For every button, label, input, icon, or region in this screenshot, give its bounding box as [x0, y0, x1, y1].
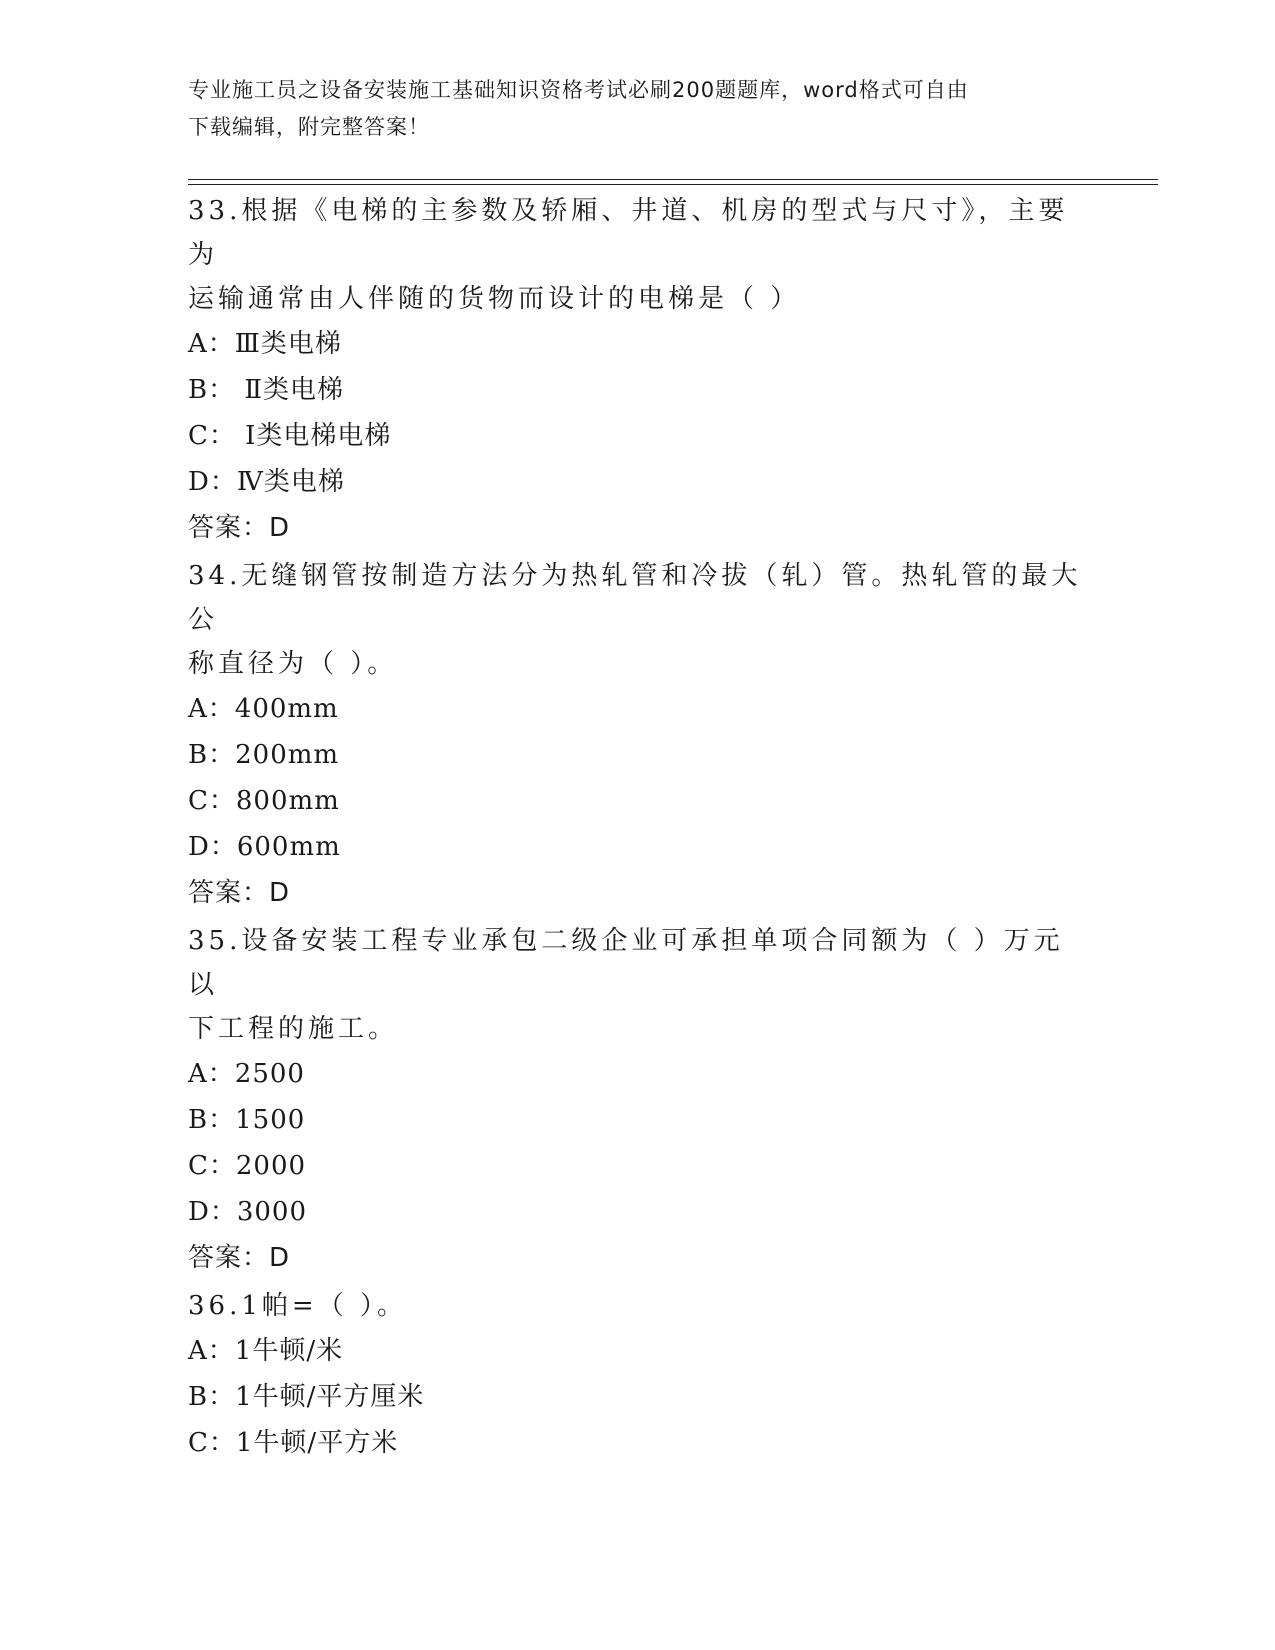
option-b: B：1牛顿/平方厘米: [188, 1382, 425, 1412]
question-text-line-2: 下工程的施工。: [188, 1014, 399, 1044]
option-a: A：Ⅲ类电梯: [188, 329, 342, 359]
option-a: A：400mm: [188, 694, 339, 724]
option-a: A：2500: [188, 1059, 305, 1089]
question-text-line-1: 36.1帕=（ ）。: [188, 1291, 407, 1321]
option-c: C：2000: [188, 1151, 307, 1181]
question-text-line-1: 35.设备安装工程专业承包二级企业可承担单项合同额为（ ）万元以: [188, 926, 1064, 1000]
header-divider-top: [188, 179, 1158, 180]
question-block-36: [188, 1284, 1088, 1466]
option-d: D：600mm: [188, 832, 341, 862]
option-c: C：1牛顿/平方米: [188, 1428, 399, 1458]
option-c: C：800mm: [188, 786, 340, 816]
question-block-33: [188, 189, 1088, 551]
question-text-line-2: 称直径为（ ）。: [188, 649, 398, 679]
intro-line-1: 专业施工员之设备安装施工基础知识资格考试必刷200题题库，word格式可自由: [188, 78, 969, 102]
option-c: C： Ⅰ类电梯电梯: [188, 421, 392, 451]
option-d: D：Ⅳ类电梯: [188, 467, 345, 497]
option-a: A：1牛顿/米: [188, 1336, 344, 1366]
answer-text: 答案：D: [188, 1243, 291, 1273]
question-text-line-1: 33.根据《电梯的主参数及轿厢、井道、机房的型式与尺寸》，主要为: [188, 196, 1069, 270]
option-b: B：200mm: [188, 740, 340, 770]
question-text-line-1: 34.无缝钢管按制造方法分为热轧管和冷拔（轧）管。热轧管的最大公: [188, 561, 1082, 635]
option-b: B：1500: [188, 1105, 306, 1135]
document-header: [188, 72, 1088, 146]
header-divider-bottom: [188, 184, 1158, 185]
question-text-line-2: 运输通常由人伴随的货物而设计的电梯是（ ）: [188, 284, 801, 314]
question-block-35: [188, 919, 1088, 1281]
option-d: D：3000: [188, 1197, 308, 1227]
answer-text: 答案：D: [188, 513, 291, 543]
option-b: B： Ⅱ类电梯: [188, 375, 345, 405]
intro-line-2: 下载编辑，附完整答案！: [188, 115, 430, 139]
question-block-34: [188, 554, 1088, 916]
answer-text: 答案：D: [188, 878, 291, 908]
